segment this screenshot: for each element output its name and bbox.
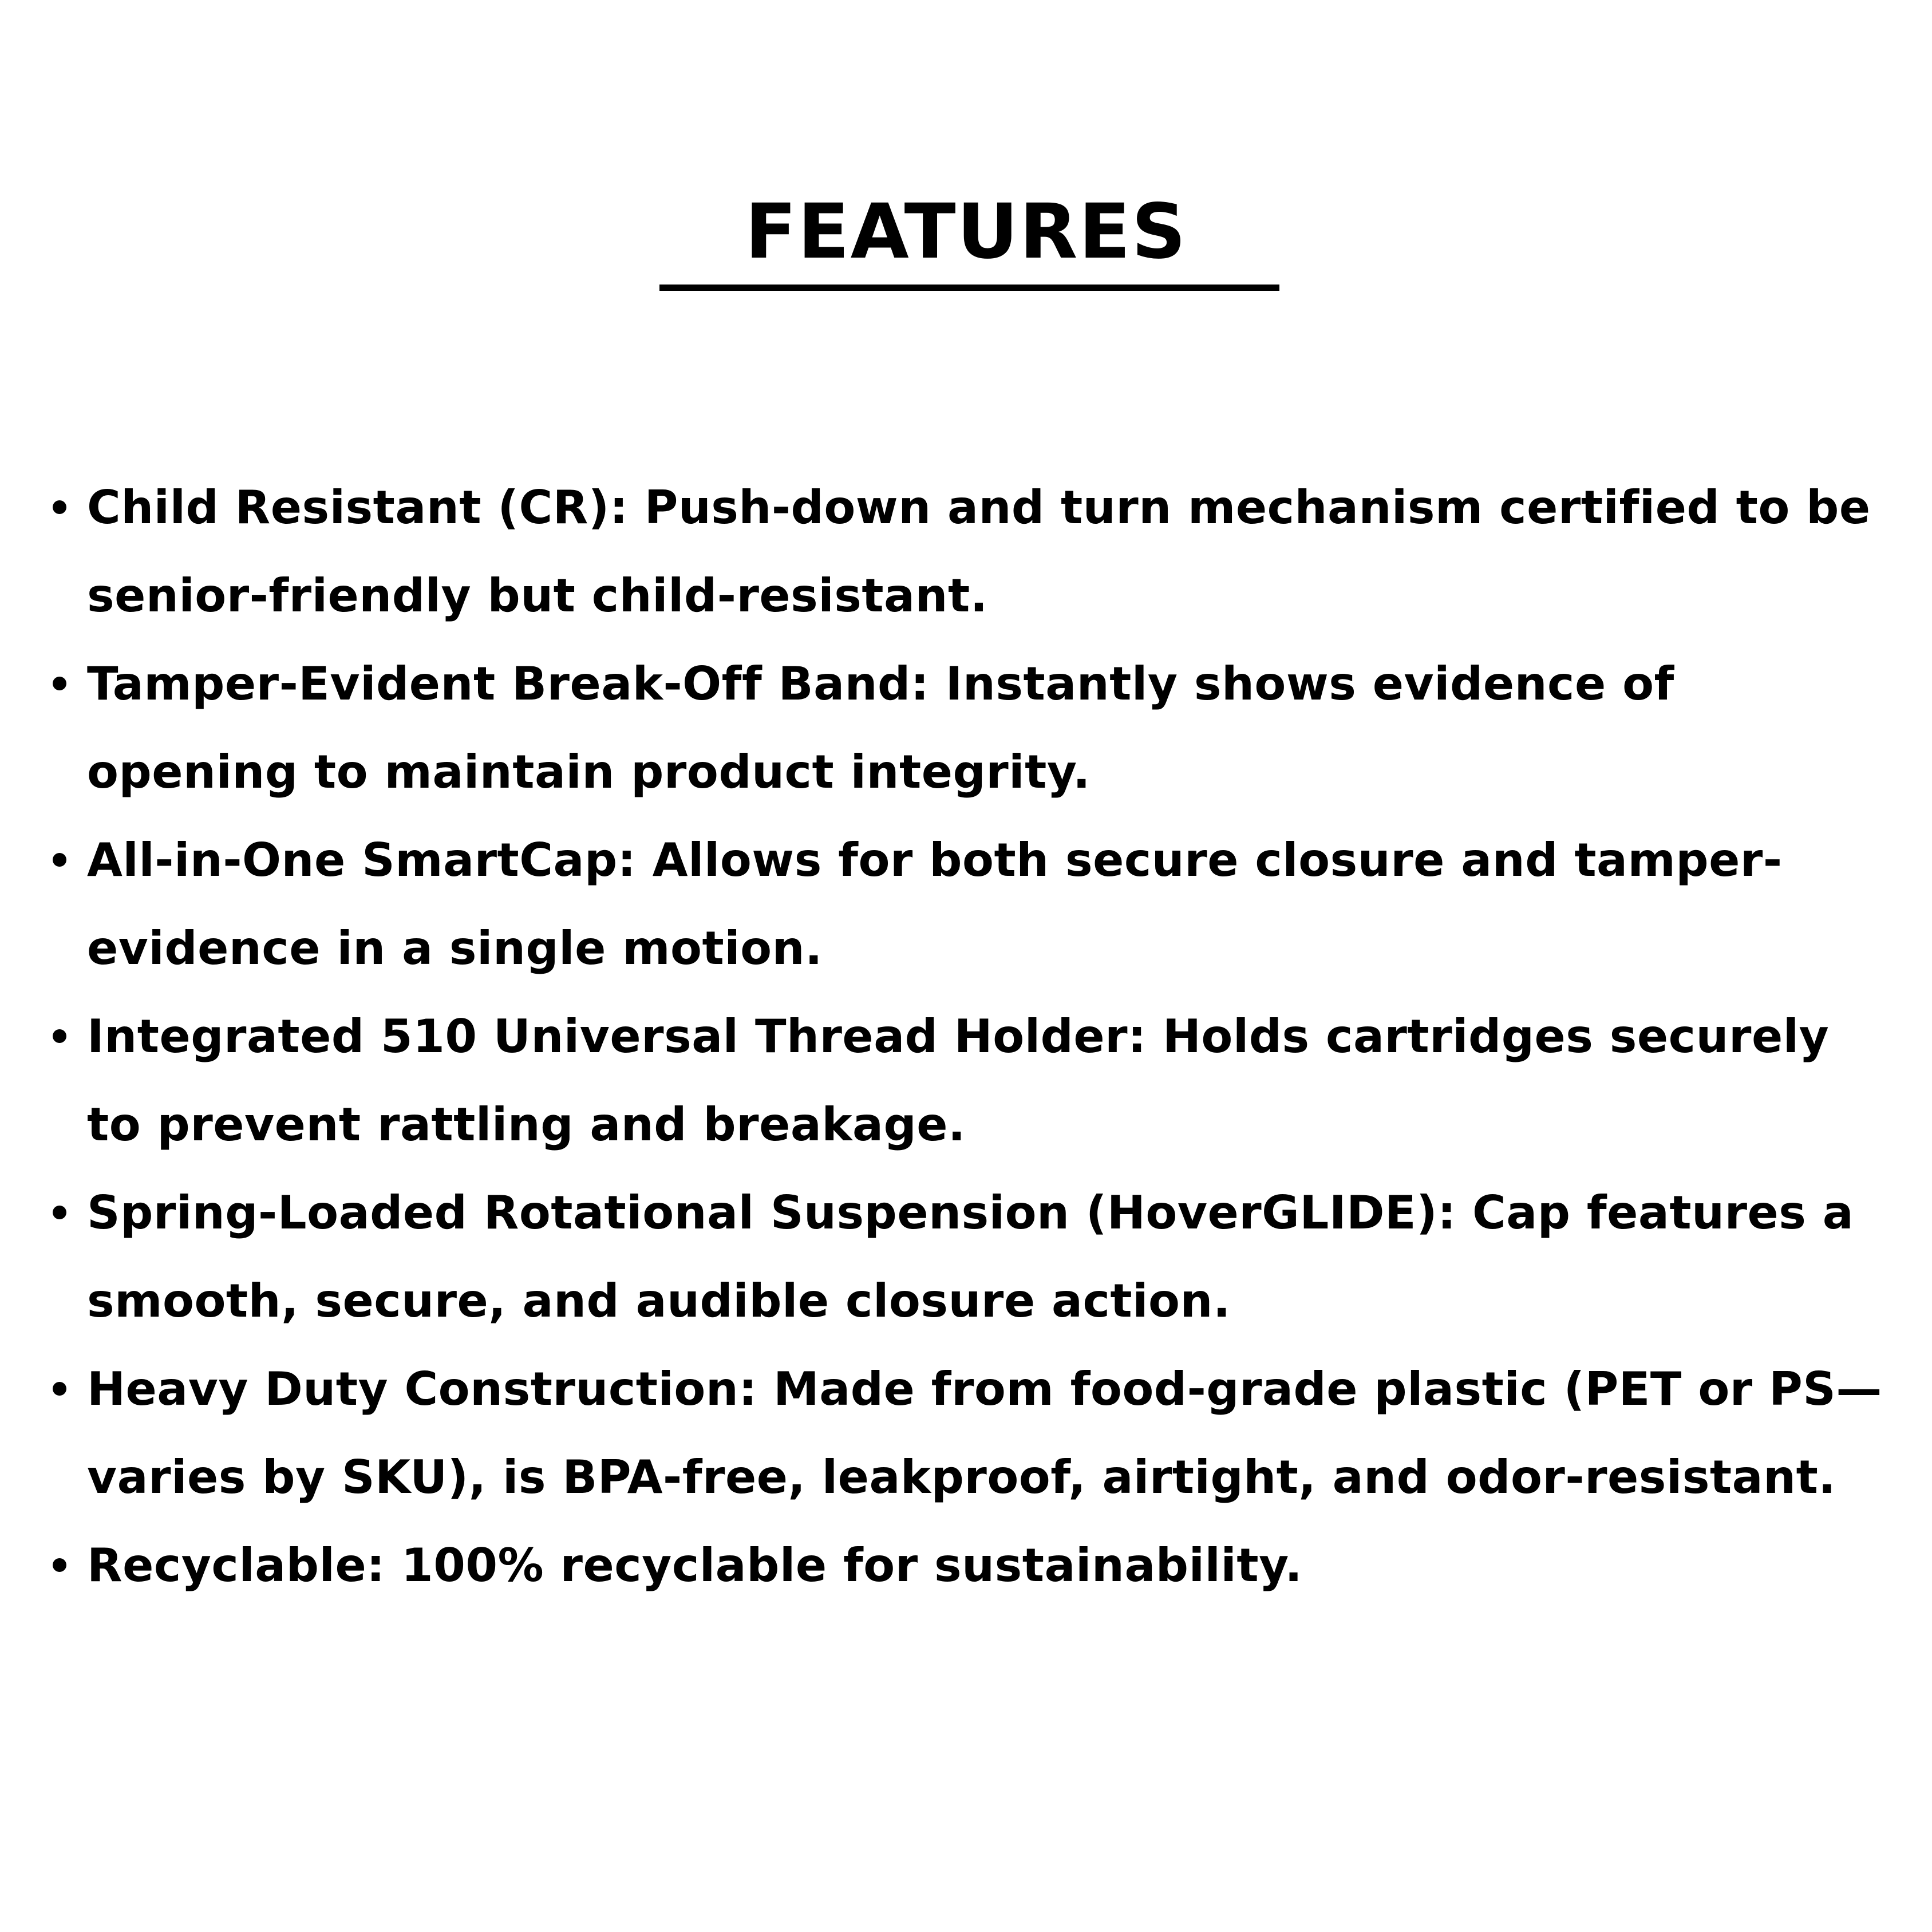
bullet-icon	[53, 1206, 66, 1219]
feature-item-thread-holder	[87, 993, 1890, 1169]
feature-item-tamper-evident	[87, 640, 1890, 816]
feature-item-recyclable	[87, 1522, 1890, 1610]
bullet-icon	[53, 853, 66, 867]
page-title: FEATURES	[745, 188, 1187, 276]
feature-item-construction	[87, 1345, 1890, 1522]
feature-text: Integrated 510 Universal Thread Holder: Holds cartridges securely to prevent rattling and breakage.	[87, 1010, 1830, 1151]
feature-list	[87, 464, 1890, 1610]
feature-text: Heavy Duty Construction: Made from food-grade plastic (PET or PS—varies by SKU), is BPA-free, leakproof, airtight, and odor-resistant.	[87, 1362, 1882, 1504]
feature-text: Child Resistant (CR): Push-down and turn mechanism certified to be senior-friendly but child-resistant.	[87, 481, 1871, 622]
feature-text: Tamper-Evident Break-Off Band: Instantly shows evidence of opening to maintain product integrity.	[87, 657, 1674, 799]
feature-text: Spring-Loaded Rotational Suspension (HoverGLIDE): Cap features a smooth, secure, and audible closure action.	[87, 1186, 1854, 1327]
bullet-icon	[53, 1382, 66, 1396]
bullet-icon	[53, 1558, 66, 1572]
bullet-icon	[53, 500, 66, 514]
feature-item-smartcap	[87, 816, 1890, 993]
feature-item-child-resistant	[87, 464, 1890, 640]
bullet-icon	[53, 677, 66, 690]
feature-item-suspension	[87, 1169, 1890, 1345]
feature-text: All-in-One SmartCap: Allows for both secure closure and tamper-evidence in a single motion.	[87, 833, 1783, 975]
bullet-icon	[53, 1029, 66, 1043]
feature-text: Recyclable: 100% recyclable for sustainability.	[87, 1539, 1303, 1592]
title-underline	[659, 285, 1279, 291]
